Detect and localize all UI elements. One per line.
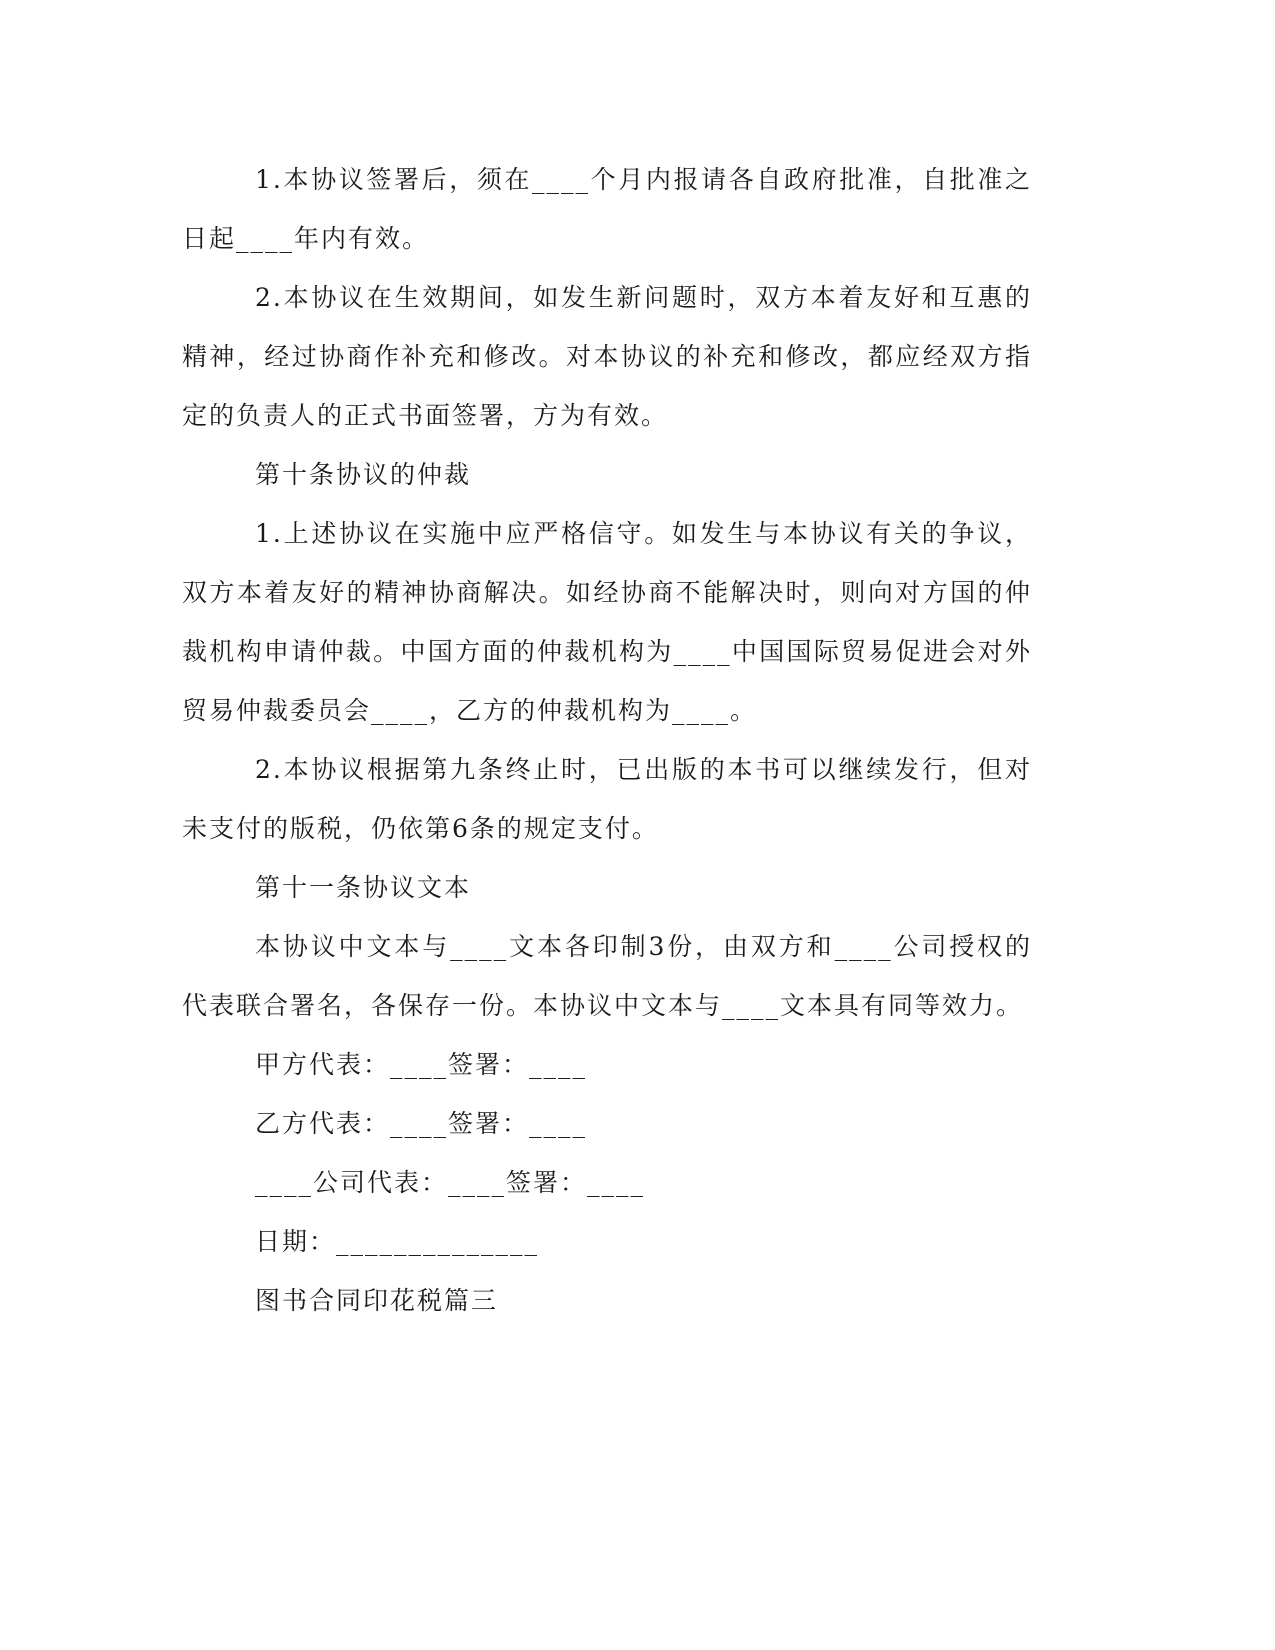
clause-10-item-1: 1.上述协议在实施中应严格信守。如发生与本协议有关的争议，双方本着友好的精神协商解决。如经协商不能解决时，则向对方国的仲裁机构申请仲裁。中国方面的仲裁机构为____中国国际贸易促进会对外贸易仲裁委员会____，乙方的仲裁机构为____。: [182, 519, 1032, 725]
clause-11-heading: 第十一条协议文本: [255, 873, 472, 902]
date-line: 日期：______________: [255, 1227, 540, 1256]
party-a-signature-line: 甲方代表：____签署：____: [255, 1050, 588, 1079]
clause-9-item-1: 1.本协议签署后，须在____个月内报请各自政府批准，自批准之日起____年内有效。: [182, 165, 1032, 253]
section-heading: 图书合同印花税篇三: [255, 1286, 499, 1315]
clause-11-text: 本协议中文本与____文本各印制3份，由双方和____公司授权的代表联合署名，各保存一份。本协议中文本与____文本具有同等效力。: [182, 932, 1032, 1020]
clause-10-item-2: 2.本协议根据第九条终止时，已出版的本书可以继续发行，但对未支付的版税，仍依第6条的规定支付。: [182, 755, 1032, 843]
party-b-signature-line: 乙方代表：____签署：____: [255, 1109, 588, 1138]
company-signature-line: ____公司代表：____签署：____: [255, 1168, 646, 1197]
clause-10-heading: 第十条协议的仲裁: [255, 460, 472, 489]
document-body: [182, 150, 1032, 1330]
clause-9-item-2: 2.本协议在生效期间，如发生新问题时，双方本着友好和互惠的精神，经过协商作补充和修改。对本协议的补充和修改，都应经双方指定的负责人的正式书面签署，方为有效。: [182, 283, 1032, 430]
